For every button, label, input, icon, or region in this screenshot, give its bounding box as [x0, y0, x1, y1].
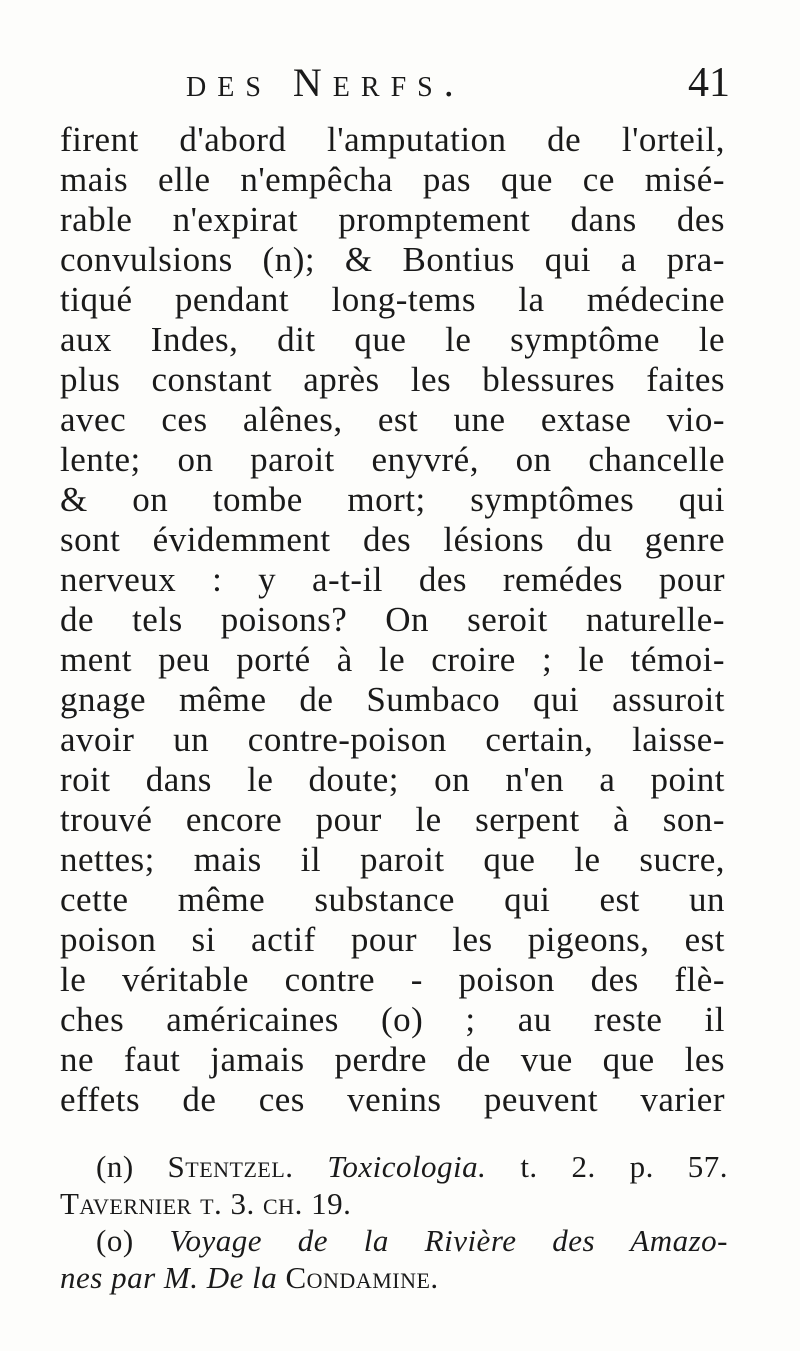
footnote-n-continuation: Tavernier t. 3. ch. 19. — [60, 1186, 352, 1221]
footnote-o — [60, 1222, 728, 1259]
text-line: gnage même de Sumbaco qui assuroit — [60, 680, 725, 719]
text-line: avec ces alênes, est une extase vio- — [60, 400, 725, 439]
text-line: tiqué pendant long-tems la médecine — [60, 280, 725, 319]
footnote-author: Condamine. — [285, 1260, 439, 1295]
body-text — [60, 120, 725, 1120]
text-line: roit dans le doute; on n'en a point — [60, 760, 725, 799]
footnote-author: Stentzel. — [167, 1149, 294, 1184]
text-line: plus constant après les blessures faites — [60, 360, 725, 399]
footnote-marker: (o) — [96, 1223, 134, 1258]
footnote-work-title: Toxicologia. — [327, 1149, 487, 1184]
text-line: ches américaines (o) ; au reste il — [60, 1000, 725, 1039]
footnote-work-title: Voyage de la Rivière des Amazo- — [169, 1223, 729, 1258]
text-line: ment peu porté à le croire ; le témoi- — [60, 640, 725, 679]
text-line: nerveux : y a-t-il des remédes pour — [60, 560, 725, 599]
text-line: poison si actif pour les pigeons, est — [60, 920, 725, 959]
footnotes — [60, 1148, 728, 1296]
page-number: 41 — [688, 60, 730, 106]
footnote-o-continuation — [60, 1259, 728, 1296]
text-line: & on tombe mort; symptômes qui — [60, 480, 725, 519]
text-line: ne faut jamais perdre de vue que les — [60, 1040, 725, 1079]
footnote-marker: (n) — [96, 1149, 134, 1184]
footnote-work-title-continued: nes par M. De la — [60, 1260, 278, 1295]
text-line: firent d'abord l'amputation de l'orteil, — [60, 120, 725, 159]
text-line: convulsions (n); & Bontius qui a pra- — [60, 240, 725, 279]
running-head-title: des Nerfs. — [186, 60, 465, 105]
text-line: lente; on paroit enyvré, on chancelle — [60, 440, 725, 479]
text-line: nettes; mais il paroit que le sucre, — [60, 840, 725, 879]
text-line: le véritable contre - poison des flè- — [60, 960, 725, 999]
text-line: avoir un contre-poison certain, laisse- — [60, 720, 725, 759]
text-line: cette même substance qui est un — [60, 880, 725, 919]
footnote-n — [60, 1148, 728, 1185]
text-line: rable n'expirat promptement dans des — [60, 200, 725, 239]
footnote-reference: t. 2. p. 57. — [520, 1149, 729, 1184]
text-line: de tels poisons? On seroit naturelle- — [60, 600, 725, 639]
text-line: trouvé encore pour le serpent à son- — [60, 800, 725, 839]
running-head — [0, 58, 800, 108]
text-line: effets de ces venins peuvent varier — [60, 1080, 725, 1119]
text-line: mais elle n'empêcha pas que ce misé- — [60, 160, 725, 199]
text-line: aux Indes, dit que le symptôme le — [60, 320, 725, 359]
text-line: sont évidemment des lésions du genre — [60, 520, 725, 559]
